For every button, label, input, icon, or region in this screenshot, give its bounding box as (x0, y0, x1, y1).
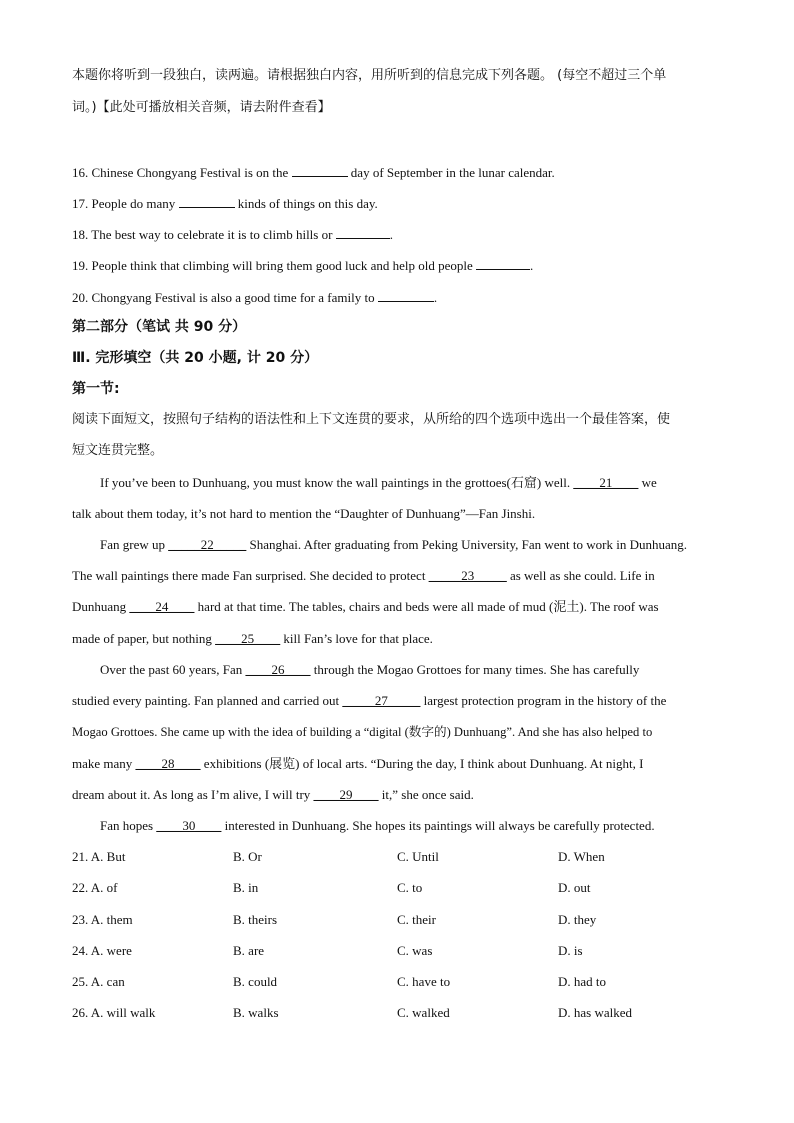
options-row-22 (72, 879, 722, 897)
question-16 (72, 162, 555, 182)
passage-text: Fan grew up (100, 537, 169, 552)
option-c[interactable]: C. was (397, 943, 433, 958)
passage-text: Shanghai. After graduating from Peking University, Fan went to work in Dunhuang. (246, 537, 687, 552)
option-d[interactable]: D. they (558, 912, 597, 927)
question-18-text-end: . (389, 227, 393, 242)
passage-text: hard at that time. The tables, chairs and beds were all made of mud (泥土). The roof was (194, 599, 659, 614)
option-a[interactable]: 24. A. were (72, 943, 132, 958)
blank-26: ____26____ (245, 662, 311, 677)
section-title: Ⅲ. 完形填空（共 20 小题, 计 20 分） (72, 350, 319, 366)
passage-text: studied every painting. Fan planned and carried out (72, 693, 343, 708)
passage-line (100, 474, 657, 492)
question-17-text-end: kinds of things on this day. (237, 196, 378, 211)
option-a[interactable]: 21. A. But (72, 849, 126, 864)
question-16-text: 16. Chinese Chongyang Festival is on the (72, 165, 289, 180)
passage-text: exhibitions (展览) of local arts. “During the day, I think about Dunhuang. At night, I (200, 756, 644, 771)
option-d[interactable]: D. is (558, 943, 583, 958)
option-b[interactable]: B. could (233, 974, 278, 989)
passage-text: interested in Dunhuang. She hopes its paintings will always be carefully protected. (221, 818, 655, 833)
option-b[interactable]: B. theirs (233, 912, 278, 927)
blank-27: _____27_____ (342, 693, 421, 708)
option-c[interactable]: C. walked (397, 1005, 450, 1020)
passage-text: Dunhuang (72, 599, 130, 614)
answer-blank-19[interactable] (476, 255, 530, 270)
passage-line (72, 692, 666, 710)
option-c[interactable]: C. Until (397, 849, 439, 864)
answer-blank-20[interactable] (378, 287, 434, 302)
answer-blank-18[interactable] (336, 224, 390, 239)
question-19-text: 19. People think that climbing will bring them good luck and help old people (72, 258, 473, 273)
option-d[interactable]: D. has walked (558, 1005, 633, 1020)
passage-line (100, 817, 655, 835)
option-c[interactable]: C. to (397, 880, 423, 895)
passage-line (72, 755, 643, 773)
options-row-23 (72, 911, 722, 929)
passage-line: Mogao Grottoes. She came up with the idea of building a “digital (数字的) Dunhuang”. And she has also helped to (72, 725, 653, 739)
blank-29: ____29____ (313, 787, 379, 802)
passage-text: we (638, 475, 657, 490)
passage-text: make many (72, 756, 136, 771)
blank-25: ____25____ (215, 631, 281, 646)
blank-22: _____22_____ (168, 537, 247, 552)
blank-30: ____30____ (156, 818, 222, 833)
option-c[interactable]: C. their (397, 912, 436, 927)
passage-line (100, 661, 639, 679)
passage-text: it,” she once said. (378, 787, 474, 802)
passage-text: If you’ve been to Dunhuang, you must know the wall paintings in the grottoes(石窟) well. (100, 475, 574, 490)
passage-text: dream about it. As long as I’m alive, I will try (72, 787, 314, 802)
subsection-title: 第一节: (72, 381, 120, 397)
passage-text: as well as she could. Life in (506, 568, 655, 583)
question-20 (72, 287, 437, 307)
question-19-text-end: . (530, 258, 534, 273)
options-row-25 (72, 973, 722, 991)
question-20-text-end: . (433, 290, 438, 305)
blank-28: ____28____ (135, 756, 201, 771)
question-17-text: 17. People do many (72, 196, 176, 211)
passage-text: The wall paintings there made Fan surprised. She decided to protect (72, 568, 429, 583)
passage-text: Over the past 60 years, Fan (100, 662, 246, 677)
question-17 (72, 193, 378, 213)
blank-24: ____24____ (129, 599, 195, 614)
option-a[interactable]: 23. A. them (72, 912, 133, 927)
passage-text: Fan hopes (100, 818, 157, 833)
passage-text: made of paper, but nothing (72, 631, 216, 646)
part-two-title: 第二部分（笔试 共 90 分） (72, 319, 247, 335)
passage-text: through the Mogao Grottoes for many times. She has carefully (310, 662, 640, 677)
option-b[interactable]: B. walks (233, 1005, 279, 1020)
options-row-24 (72, 942, 722, 960)
passage-line (72, 598, 659, 616)
option-b[interactable]: B. are (233, 943, 265, 958)
passage-line (72, 567, 655, 585)
passage-text: kill Fan’s love for that place. (280, 631, 433, 646)
cloze-instruction-line-2: 短文连贯完整。 (72, 443, 164, 458)
question-18-text: 18. The best way to celebrate it is to climb hills or (72, 227, 333, 242)
option-d[interactable]: D. had to (558, 974, 607, 989)
question-18 (72, 224, 393, 244)
passage-line (100, 536, 687, 554)
blank-23: _____23_____ (428, 568, 507, 583)
passage-text: largest protection program in the history of the (420, 693, 667, 708)
answer-blank-17[interactable] (179, 193, 235, 208)
question-16-text-end: day of September in the lunar calendar. (350, 165, 555, 180)
options-row-26 (72, 1004, 722, 1022)
cloze-instruction-line-1: 阅读下面短文，按照句子结构的语法性和上下文连贯的要求，从所给的四个选项中选出一个最佳答案，使 (72, 412, 671, 427)
passage-line (72, 630, 433, 648)
option-c[interactable]: C. have to (397, 974, 451, 989)
listening-instruction-line-1: 本题你将听到一段独白，读两遍。请根据独白内容，用所听到的信息完成下列各题。 (每空不超过三个单 (72, 68, 667, 83)
option-a[interactable]: 26. A. will walk (72, 1005, 156, 1020)
blank-21: ____21____ (573, 475, 639, 490)
option-a[interactable]: 22. A. of (72, 880, 118, 895)
option-b[interactable]: B. in (233, 880, 259, 895)
answer-blank-16[interactable] (292, 162, 348, 177)
question-19 (72, 255, 533, 275)
option-a[interactable]: 25. A. can (72, 974, 125, 989)
question-20-text: 20. Chongyang Festival is also a good time for a family to (72, 290, 375, 305)
listening-instruction-line-2: 词。)【此处可播放相关音频，请去附件查看】 (72, 100, 331, 115)
options-row-21 (72, 848, 722, 866)
passage-line: talk about them today, it’s not hard to mention the “Daughter of Dunhuang”—Fan Jinshi. (72, 506, 536, 521)
option-b[interactable]: B. Or (233, 849, 262, 864)
option-d[interactable]: D. When (558, 849, 605, 864)
option-d[interactable]: D. out (558, 880, 591, 895)
passage-line (72, 786, 474, 804)
